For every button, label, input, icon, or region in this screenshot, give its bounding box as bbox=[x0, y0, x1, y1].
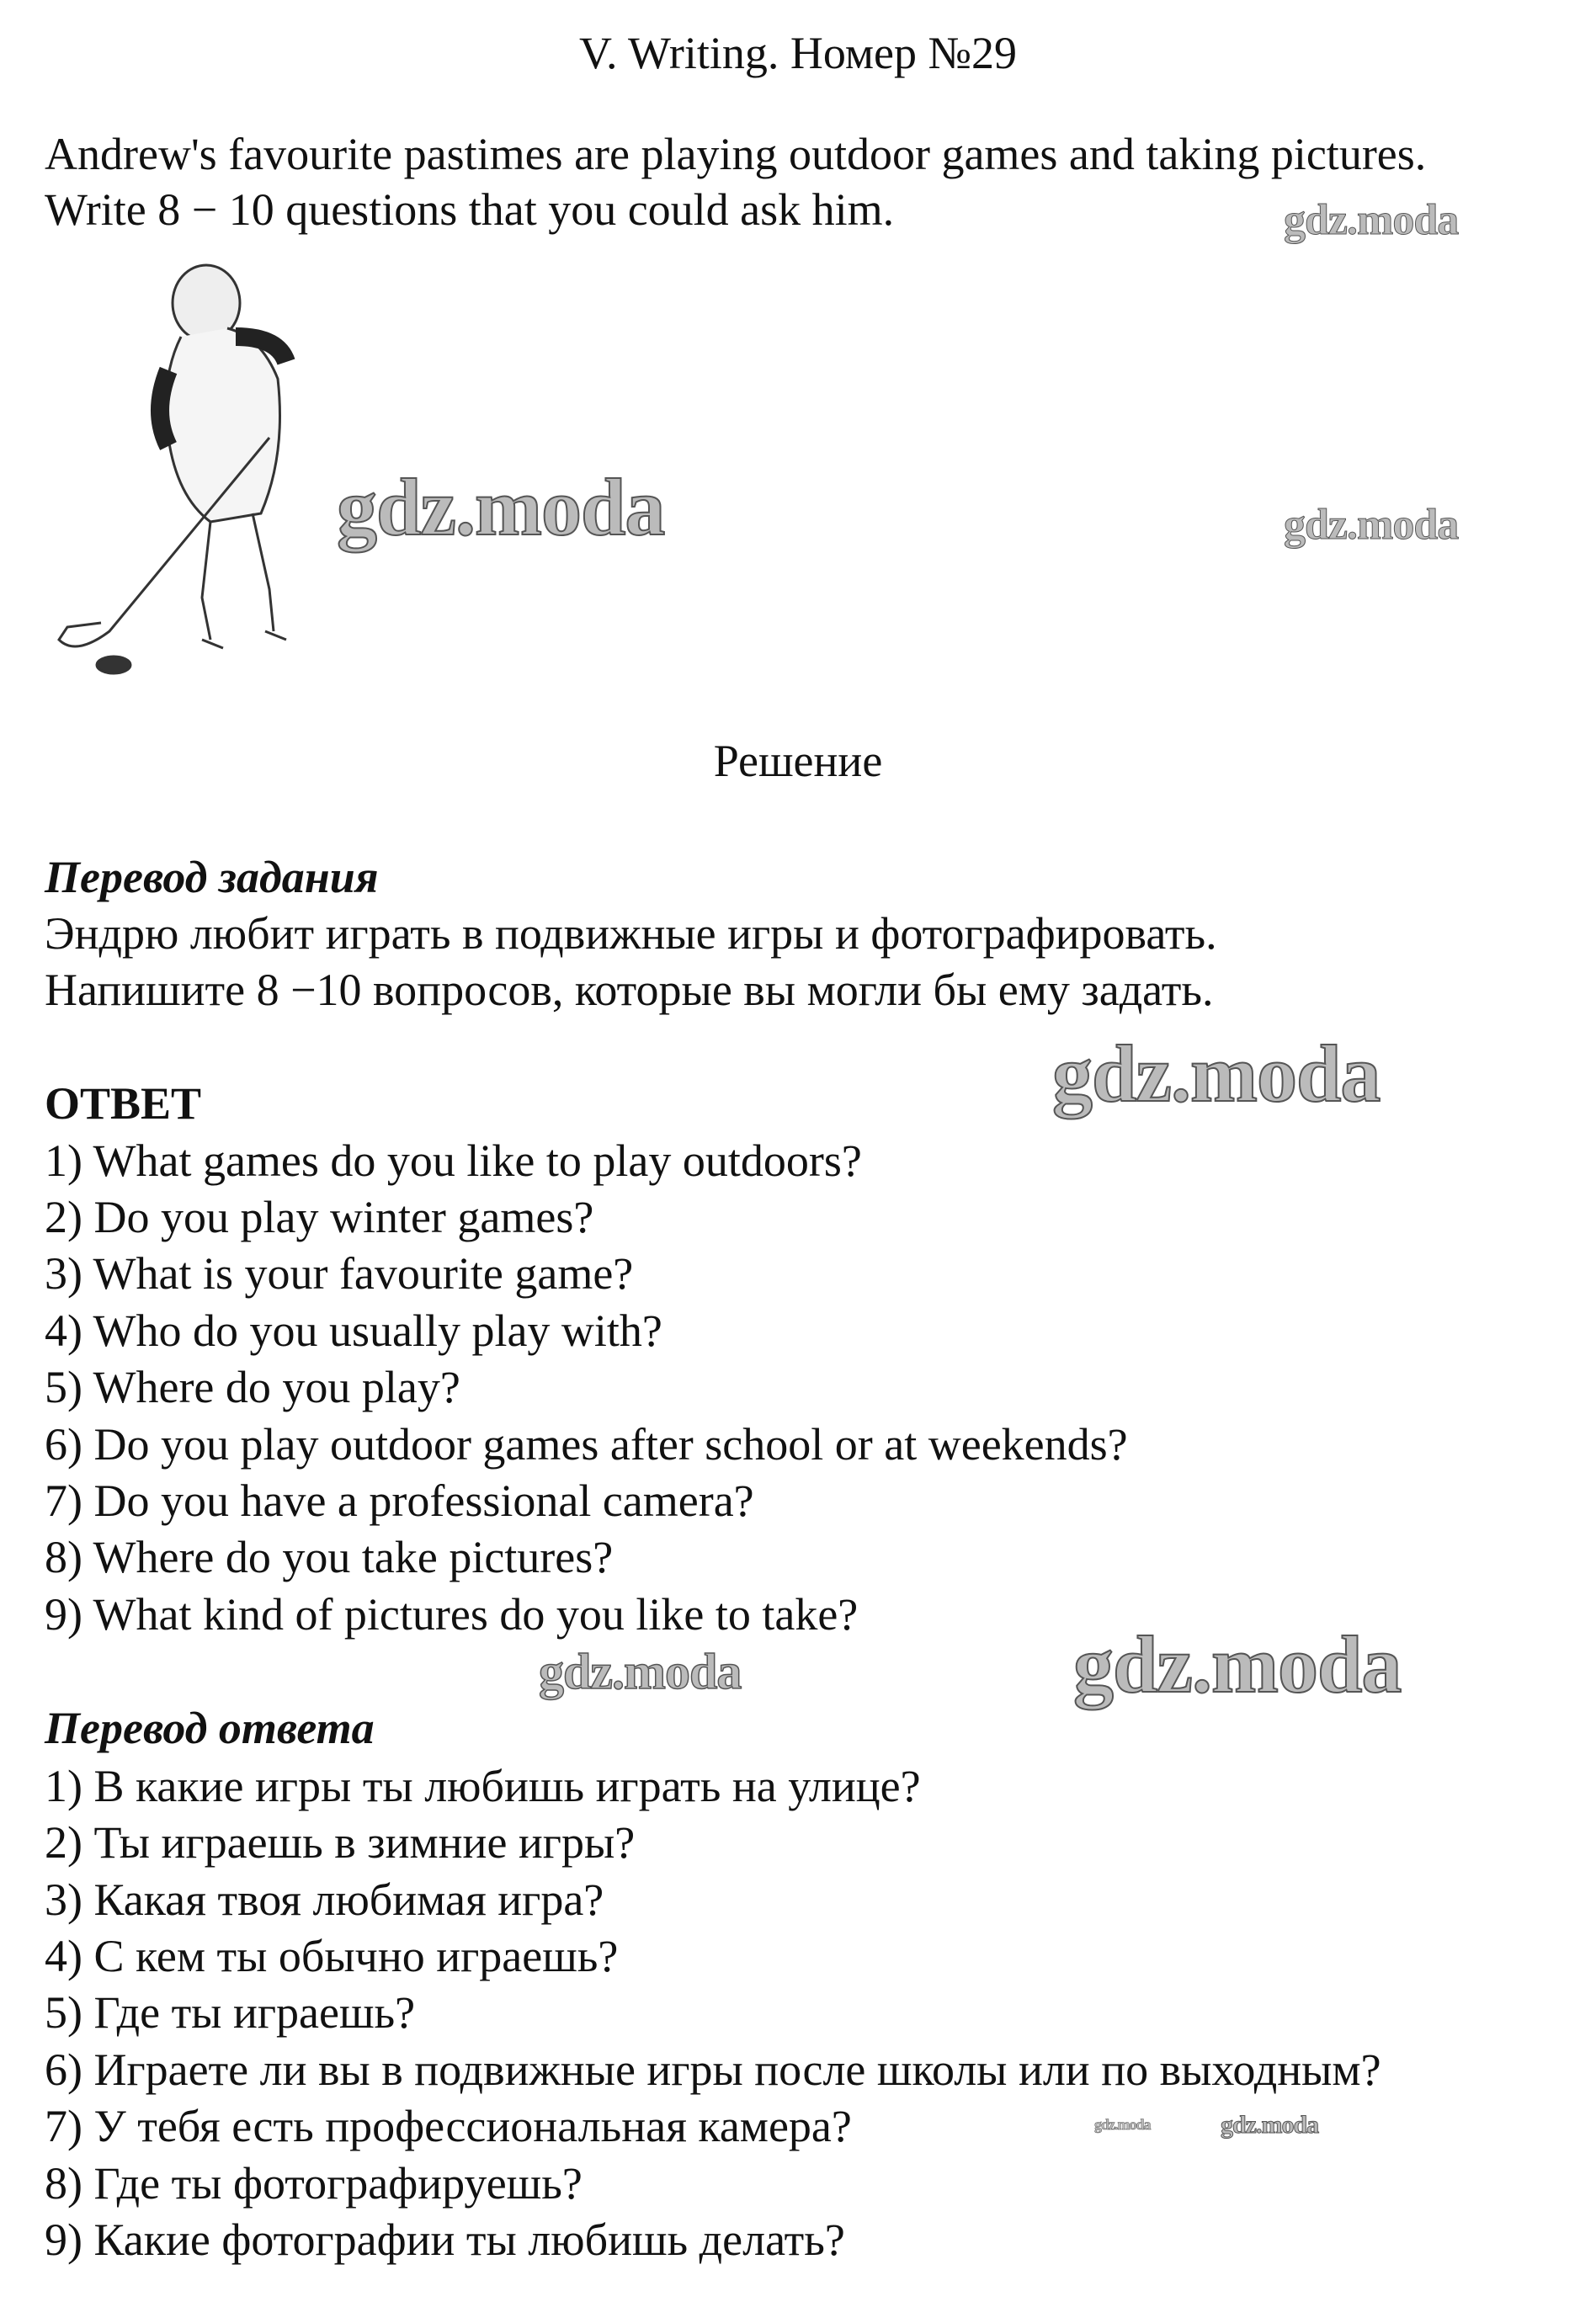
answer-item: 2) Do you play winter games? bbox=[45, 1192, 594, 1242]
watermark: gdz.moda bbox=[1284, 501, 1459, 549]
watermark: gdz.moda bbox=[539, 1644, 742, 1699]
answer-heading: ОТВЕТ bbox=[45, 1078, 202, 1129]
answer-translation-item: 4) С кем ты обычно играешь? bbox=[45, 1931, 619, 1981]
answer-item: 4) Who do you usually play with? bbox=[45, 1305, 662, 1356]
answer-translation-item: 9) Какие фотографии ты любишь делать? bbox=[45, 2214, 845, 2265]
watermark: gdz.moda bbox=[1094, 2116, 1151, 2133]
task-translation-heading: Перевод задания bbox=[45, 852, 379, 902]
answer-translation-item: 6) Играете ли вы в подвижные игры после школы или по выходным? bbox=[45, 2044, 1381, 2095]
answer-translation-heading: Перевод ответа bbox=[45, 1703, 375, 1753]
task-translation-line: Эндрю любит играть в подвижные игры и фотографировать. bbox=[45, 908, 1217, 959]
answer-item: 5) Where do you play? bbox=[45, 1362, 460, 1412]
watermark: gdz.moda bbox=[1052, 1029, 1381, 1119]
task-line-2: Write 8 − 10 questions that you could ask him. bbox=[45, 184, 895, 235]
answer-item: 1) What games do you like to play outdoors? bbox=[45, 1135, 862, 1186]
answer-item: 3) What is your favourite game? bbox=[45, 1248, 634, 1299]
watermark: gdz.moda bbox=[337, 462, 665, 552]
answer-item: 8) Where do you take pictures? bbox=[45, 1532, 614, 1582]
answer-translation-item: 8) Где ты фотографируешь? bbox=[45, 2158, 583, 2209]
page-title: V. Writing. Номер №29 bbox=[579, 28, 1017, 78]
task-line-1: Andrew's favourite pastimes are playing outdoor games and taking pictures. bbox=[45, 129, 1427, 179]
answer-translation-item: 7) У тебя есть профессиональная камера? bbox=[45, 2101, 852, 2151]
hockey-player-illustration bbox=[42, 244, 379, 682]
answer-translation-item: 5) Где ты играешь? bbox=[45, 1987, 416, 2038]
answer-item: 6) Do you play outdoor games after school or at weekends? bbox=[45, 1419, 1128, 1470]
answer-translation-item: 2) Ты играешь в зимние игры? bbox=[45, 1817, 636, 1868]
task-translation-line: Напишите 8 −10 вопросов, которые вы могли бы ему задать. bbox=[45, 965, 1214, 1015]
watermark: gdz.moda bbox=[1221, 2111, 1319, 2139]
answer-item: 9) What kind of pictures do you like to take? bbox=[45, 1589, 859, 1640]
watermark: gdz.moda bbox=[1073, 1619, 1402, 1709]
answer-translation-item: 3) Какая твоя любимая игра? bbox=[45, 1874, 604, 1925]
answer-item: 7) Do you have a professional camera? bbox=[45, 1475, 754, 1526]
answer-translation-item: 1) В какие игры ты любишь играть на улице? bbox=[45, 1761, 921, 1811]
watermark: gdz.moda bbox=[1284, 196, 1459, 244]
solution-heading: Решение bbox=[713, 736, 883, 786]
